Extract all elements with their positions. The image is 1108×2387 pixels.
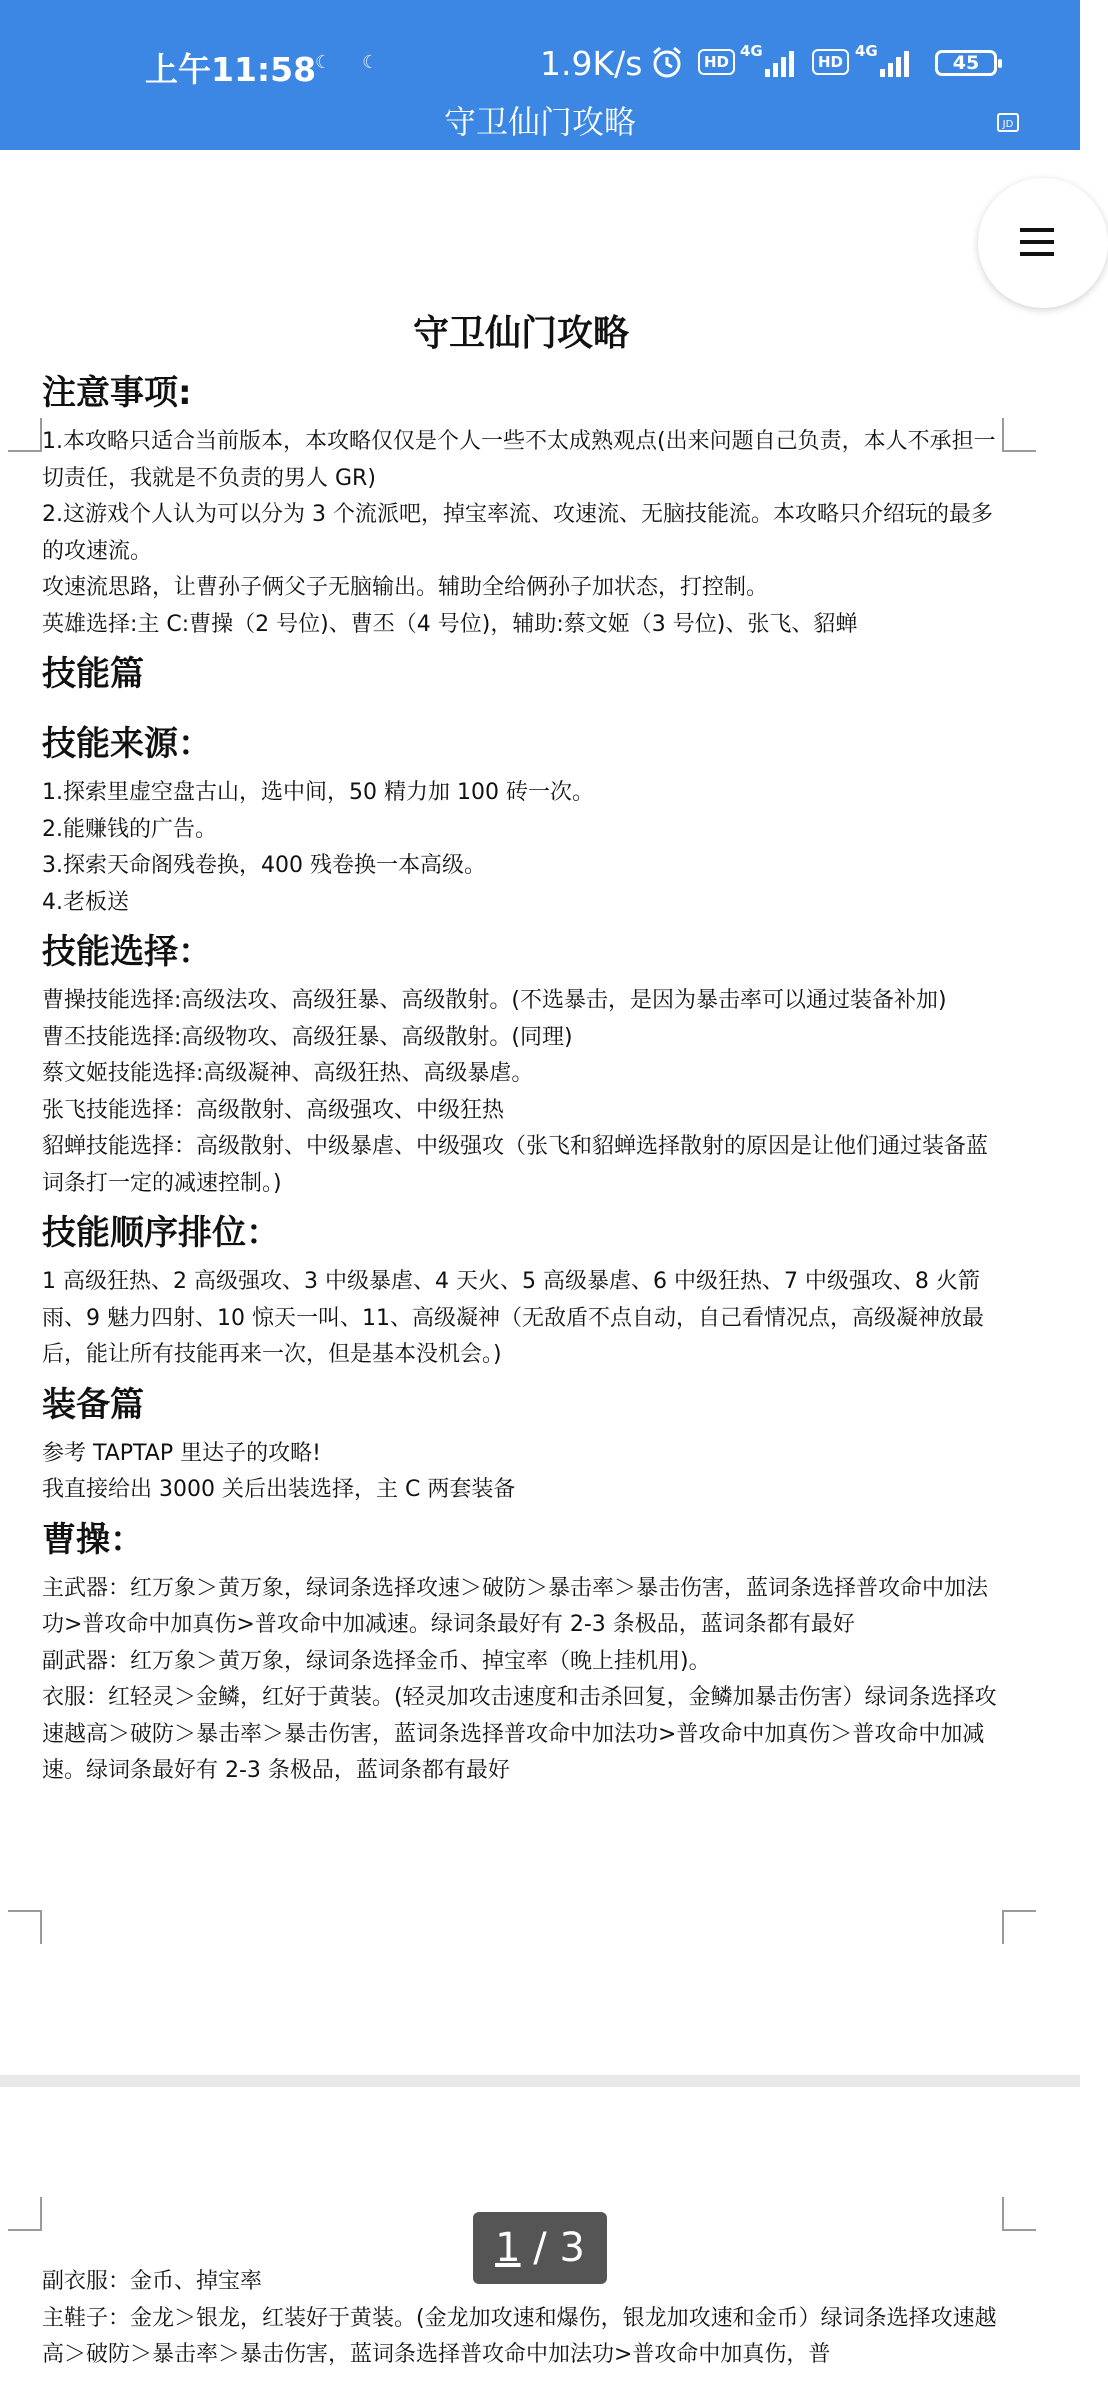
section-heading: 技能选择：	[42, 932, 212, 972]
pdf-icon[interactable]: JD	[997, 113, 1019, 132]
paragraph: 2.能赚钱的广告。	[42, 816, 217, 842]
menu-button[interactable]	[978, 178, 1108, 308]
page-total: 3	[559, 2225, 585, 2271]
crop-mark	[1002, 1910, 1036, 1944]
page-separator	[0, 2075, 1080, 2087]
status-time: 上午11:58	[145, 50, 317, 89]
paragraph: 1 高级狂热、2 高级强攻、3 中级暴虐、4 天火、5 高级暴虐、6 中级狂热、7 中级强攻、8 火箭雨、9 魅力四射、10 惊天一叫、11、高级凝神（无敌盾不点自动，自己看情况点，高级凝神放最后，能让所有技能再来一次，但是基本没机会。)	[42, 1269, 984, 1367]
section-heading: 注意事项:	[42, 373, 192, 413]
hd-badge: HD	[698, 44, 735, 80]
paragraph: 攻速流思路，让曹孙子俩父子无脑输出。辅助全给俩孙子加状态，打控制。	[42, 575, 769, 600]
app-title: 守卫仙门攻略	[443, 103, 636, 141]
document-page	[0, 150, 1080, 2075]
page-current: 1	[495, 2225, 521, 2271]
crop-mark	[8, 2197, 42, 2231]
app-header	[0, 0, 1080, 150]
battery-icon: 45	[935, 50, 997, 76]
net-speed: 1.9K/s	[540, 44, 643, 83]
paragraph: 主武器：红万象＞黄万象，绿词条选择攻速＞破防＞暴击率＞暴击伤害，蓝词条选择普攻命中加法功>普攻命中加真伤>普攻命中加减速。绿词条最好有 2-3 条极品，蓝词条都有最好	[42, 1575, 989, 1637]
page-separator-text: /	[520, 2225, 560, 2271]
paragraph: 副衣服：金币、掉宝率	[42, 2269, 263, 2294]
paragraph: 1.本攻略只适合当前版本，本攻略仅仅是个人一些不太成熟观点(出来问题自己负责，本人不承担一切责任，我就是不负责的男人 GR)	[42, 429, 996, 491]
paragraph: 貂蝉技能选择：高级散射、中级暴虐、中级强攻（张飞和貂蝉选择散射的原因是让他们通过装备蓝词条打一定的减速控制。)	[42, 1134, 989, 1196]
paragraph: 曹丕技能选择:高级物攻、高级狂暴、高级散射。(同理)	[42, 1024, 573, 1050]
crop-mark	[1002, 2197, 1036, 2231]
paragraph: 蔡文姬技能选择:高级凝神、高级狂热、高级暴虐。	[42, 1061, 534, 1086]
moon-icon: ☾	[362, 52, 379, 73]
paragraph: 2.这游戏个人认为可以分为 3 个流派吧，掉宝率流、攻速流、无脑技能流。本攻略只介绍玩的最多的攻速流。	[42, 502, 993, 564]
crop-mark	[1002, 418, 1036, 452]
page-content	[42, 305, 1000, 1790]
signal-icon: 4G	[740, 44, 794, 80]
section-heading: 技能来源：	[42, 724, 212, 764]
moon-icon: ☾	[315, 52, 332, 73]
paragraph: 参考 TAPTAP 里达子的攻略!	[42, 1440, 321, 1466]
menu-icon	[1020, 228, 1054, 264]
alarm-icon	[650, 44, 684, 80]
paragraph: 1.探索里虚空盘古山，选中间，50 精力加 100 砖一次。	[42, 780, 594, 805]
paragraph: 副武器：红万象＞黄万象，绿词条选择金币、掉宝率（晚上挂机用)。	[42, 1648, 711, 1674]
paragraph: 3.探索天命阁残卷换，400 残卷换一本高级。	[42, 853, 486, 878]
crop-mark	[8, 418, 42, 452]
paragraph: 衣服：红轻灵＞金鳞，红好于黄装。(轻灵加攻击速度和击杀回复，金鳞加暴击伤害）绿词条选择攻速越高＞破防＞暴击率＞暴击伤害，蓝词条选择普攻命中加法功>普攻命中加真伤＞普攻命中加减速。绿词条最好有 2-3 条极品，蓝词条都有最好	[42, 1685, 997, 1783]
paragraph: 张飞技能选择：高级散射、高级强攻、中级狂热	[42, 1097, 505, 1123]
crop-mark	[8, 1910, 42, 1944]
signal-icon: 4G	[855, 44, 909, 80]
section-heading: 技能顺序排位：	[42, 1213, 280, 1253]
section-heading: 技能篇	[42, 654, 144, 694]
document-viewer[interactable]	[0, 150, 1080, 2367]
section-heading: 曹操：	[42, 1519, 144, 1560]
paragraph: 我直接给出 3000 关后出装选择，主 C 两套装备	[42, 1477, 516, 1502]
paragraph: 曹操技能选择:高级法攻、高级狂暴、高级散射。(不选暴击，是因为暴击率可以通过装备补加)	[42, 988, 947, 1013]
section-heading: 装备篇	[42, 1384, 144, 1425]
status-bar	[0, 30, 1080, 100]
paragraph: 主鞋子：金龙＞银龙，红装好于黄装。(金龙加攻速和爆伤，银龙加攻速和金币）绿词条选择攻速越高＞破防＞暴击率＞暴击伤害，蓝词条选择普攻命中加法功>普攻命中加真伤，普	[42, 2305, 997, 2367]
document-title: 守卫仙门攻略	[412, 313, 629, 354]
paragraph: 英雄选择:主 C:曹操（2 号位)、曹丕（4 号位)，辅助:蔡文姬（3 号位)、张飞、貂蝉	[42, 611, 858, 637]
hd-badge: HD	[812, 44, 849, 80]
page-indicator	[473, 2212, 607, 2284]
paragraph: 4.老板送	[42, 889, 129, 915]
